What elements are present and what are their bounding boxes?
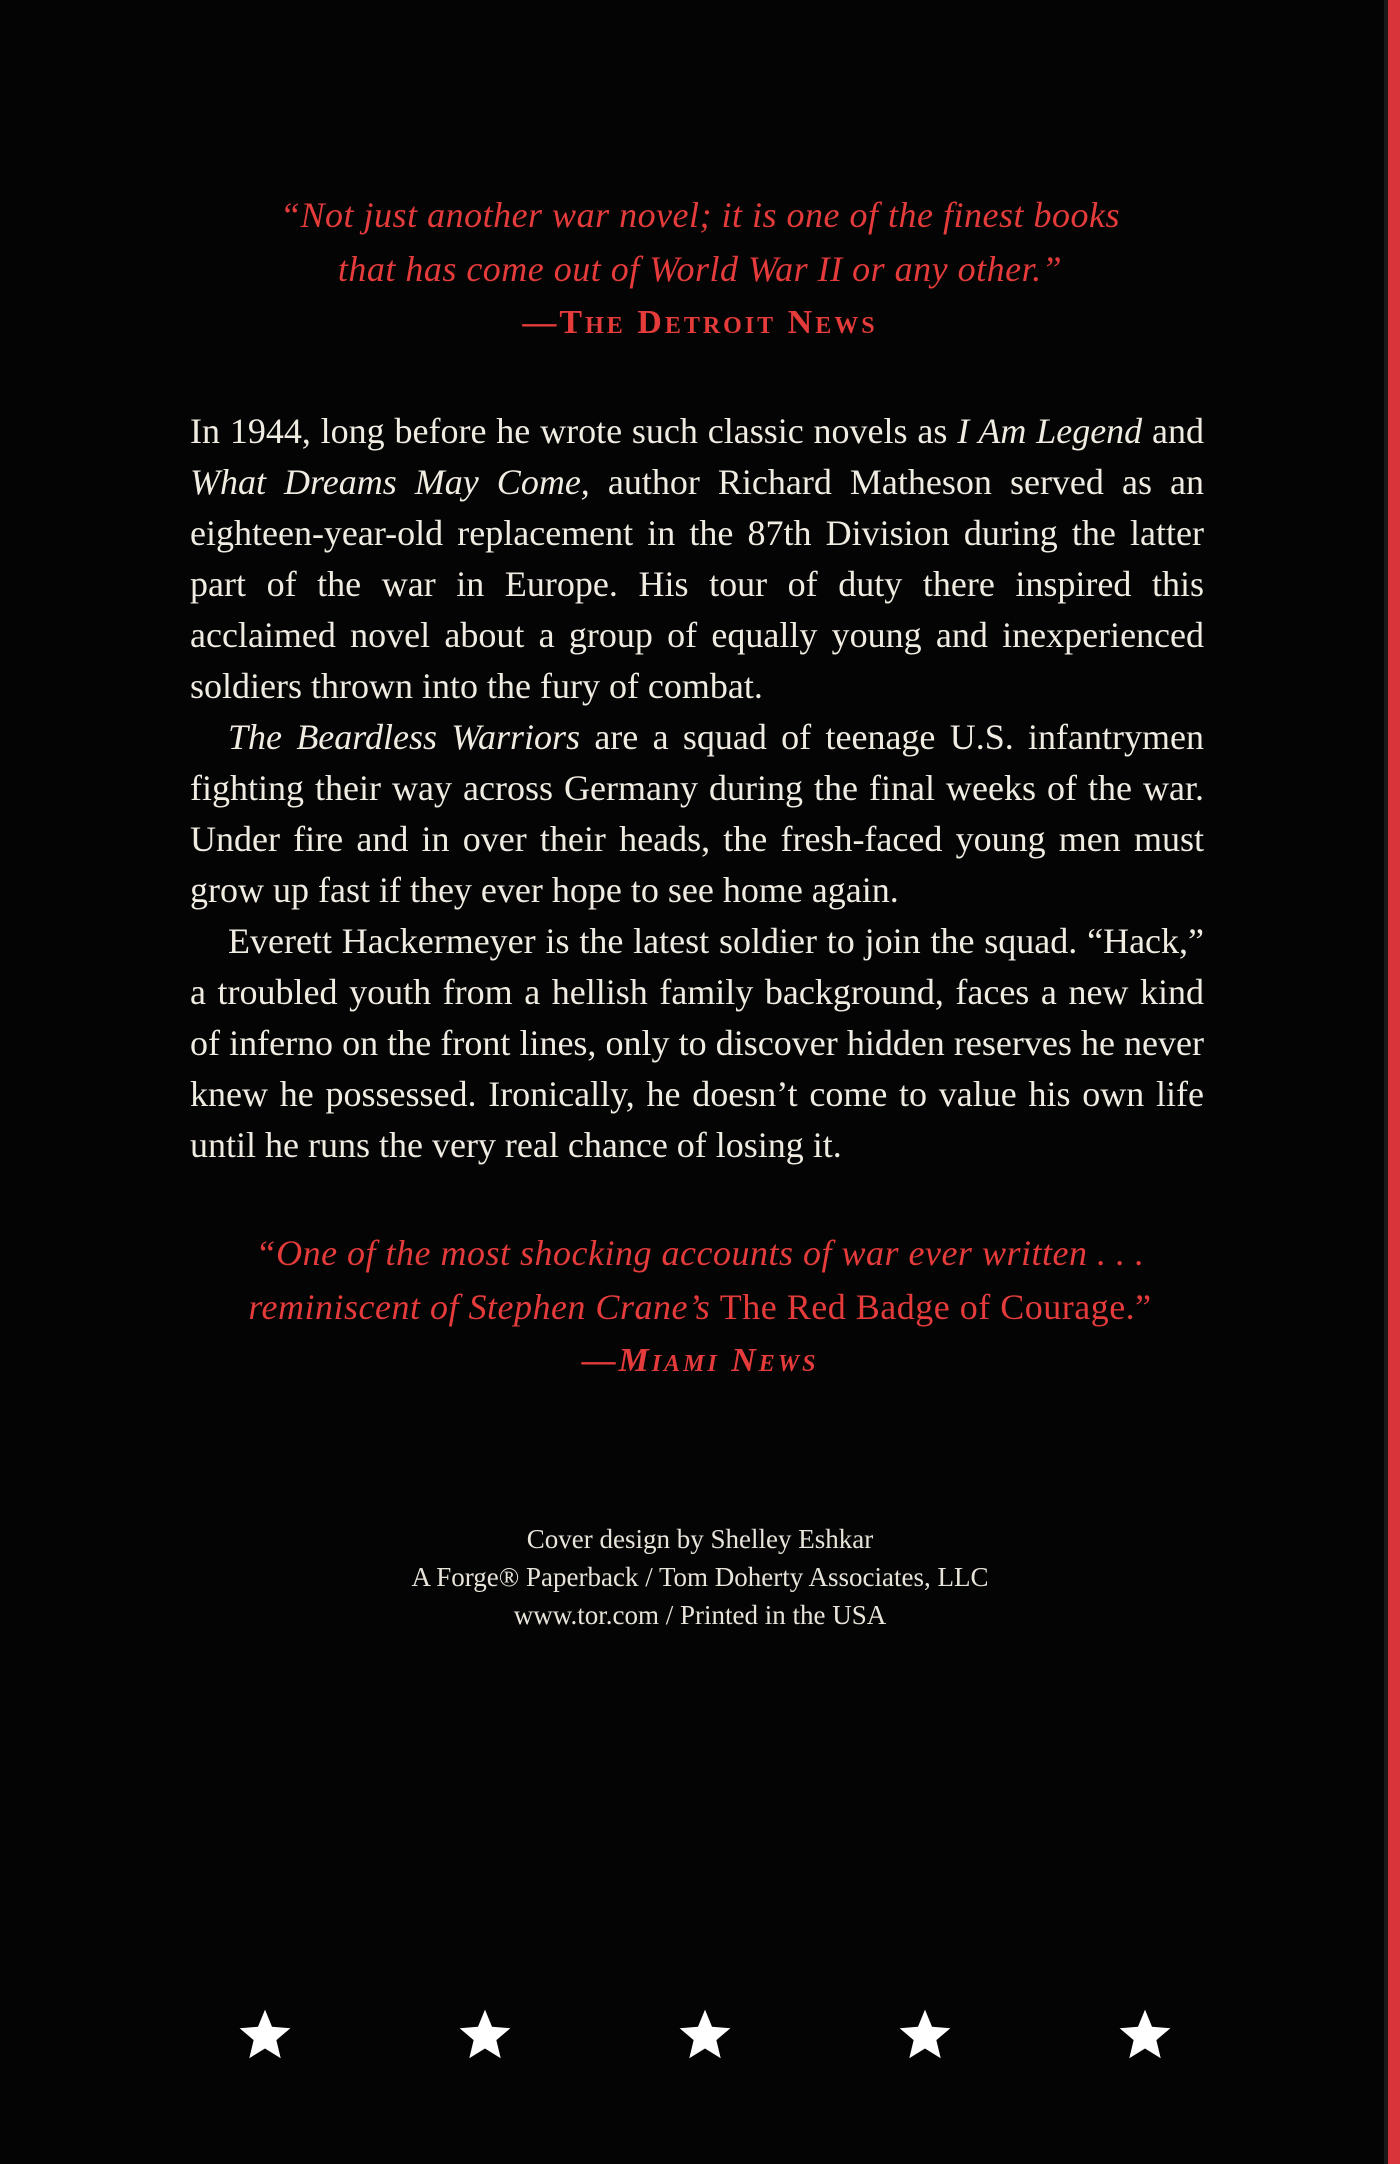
star-icon: [456, 2006, 514, 2064]
top-quote-attribution: —The Detroit News: [522, 304, 878, 341]
p2-title: The Beardless Warriors: [228, 717, 580, 757]
description-paragraph-2: [190, 712, 1204, 916]
description-paragraph-3: [190, 916, 1204, 1171]
book-description: [190, 406, 1204, 1171]
star-icon: [1116, 2006, 1174, 2064]
description-paragraph-1: [190, 406, 1204, 712]
bottom-quote-line-2: [0, 1280, 1400, 1334]
star-icon: [676, 2006, 734, 2064]
p1-title-i-am-legend: I Am Legend: [957, 411, 1143, 451]
p1-text-a: In 1944, long before he wrote such classic novels as: [190, 411, 958, 451]
bottom-quote-line-2-text: reminiscent of Stephen Crane’s: [248, 1287, 720, 1327]
p1-title-what-dreams: What Dreams May Come,: [190, 462, 590, 502]
website-line: www.tor.com / Printed in the USA: [513, 1600, 887, 1630]
publisher-line: A Forge® Paperback / Tom Doherty Associates, LLC: [411, 1562, 989, 1592]
bottom-quote-line-1: “One of the most shocking accounts of war ever written . . .: [255, 1233, 1145, 1273]
top-quote-line-1: “Not just another war novel; it is one of the finest books: [280, 195, 1120, 235]
star-icon: [236, 2006, 294, 2064]
top-quote-line-2: that has come out of World War II or any other.”: [337, 249, 1063, 289]
attribution-name: Miami News: [618, 1342, 819, 1379]
p3-text: Everett Hackermeyer is the latest soldier to join the squad. “Hack,” a troubled youth from a hellish family background, faces a new kind of inferno on the front lines, only to discover hidden reserves he never knew he possessed. Ironically, he doesn’t come to value his own life until he runs the very real chance of losing it.: [190, 921, 1204, 1165]
star-icon: [896, 2006, 954, 2064]
bottom-quote-book-title: The Red Badge of Courage.”: [719, 1287, 1152, 1327]
p1-text-b: and: [1142, 411, 1204, 451]
p1-text-c: author Richard Matheson served as an eighteen-year-old replacement in the 87th Division during the latter part of the war in Europe. His tour of duty there inspired this acclaimed novel about a group of equally young and inexperienced soldiers thrown into the fury of combat.: [190, 462, 1204, 706]
p2-text: are a squad of teenage U.S. infantrymen fighting their way across Germany during the final weeks of the war. Under fire and in over their heads, the fresh-faced young men must grow up fast if they ever hope to see home again.: [190, 717, 1204, 910]
spine-edge-strip: [1388, 0, 1400, 2164]
attribution-dash: —: [581, 1342, 619, 1379]
cover-design-credit: Cover design by Shelley Eshkar: [526, 1524, 874, 1554]
bottom-review-quote: [0, 1226, 1400, 1388]
star-row: [0, 2006, 1400, 2070]
publisher-credits: [0, 1520, 1400, 1634]
top-review-quote: [0, 188, 1400, 350]
bottom-quote-attribution: [0, 1334, 1400, 1388]
